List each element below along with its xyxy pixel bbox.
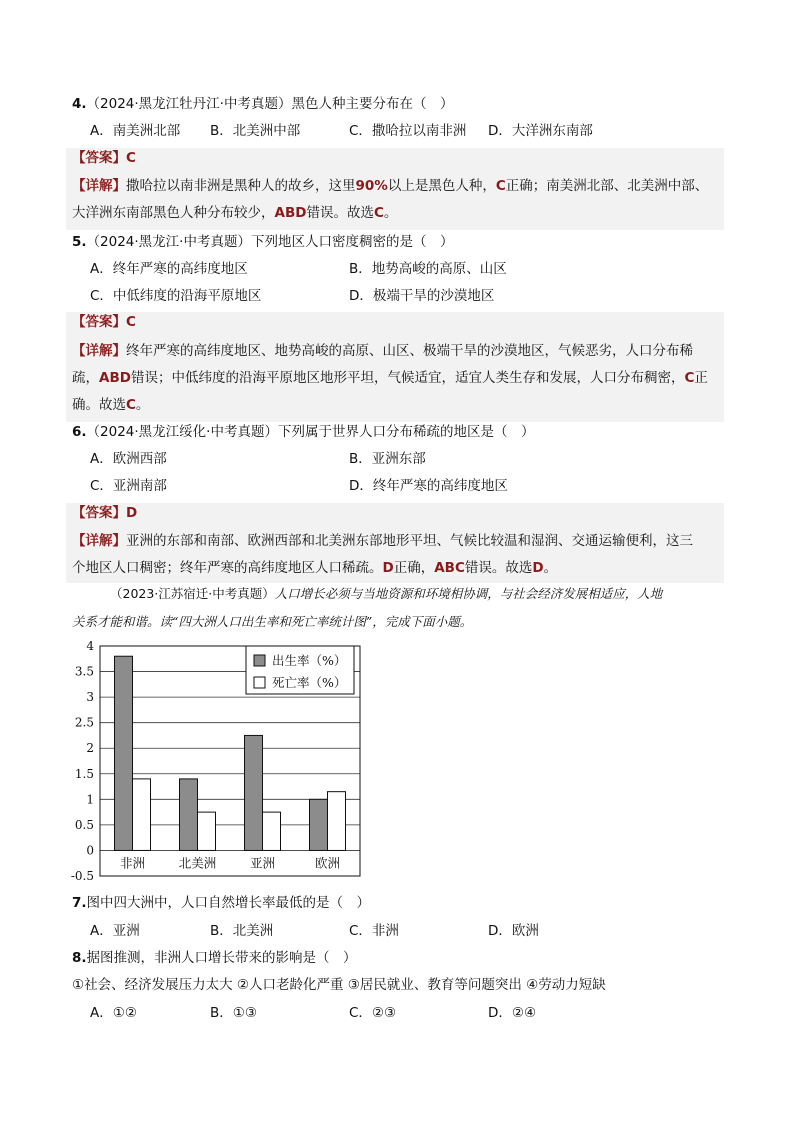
question-6-title — [72, 422, 534, 442]
detail-text: 大洋洲东南部黑色人种分布较少， — [72, 205, 275, 221]
y-tick-label: 1 — [86, 792, 94, 807]
q8-option-d[interactable]: D．②④ — [488, 1005, 537, 1021]
intro-line-2: 关系才能和谐。读“四大洲人口出生率和死亡率统计图”，完成下面小题。 — [72, 614, 473, 629]
legend-label: 死亡率（%） — [272, 675, 347, 690]
detail-line-2 — [72, 368, 708, 388]
q8-option-c[interactable]: C．②③ — [349, 1005, 397, 1021]
legend-swatch — [254, 655, 265, 666]
question-number: 4. — [72, 96, 87, 112]
detail-text: 亚洲的东部和南部、欧洲西部和北美洲东部地形平坦、气候比较温和湿润、交通运输便利，这三 — [126, 533, 693, 549]
legend-swatch — [254, 677, 265, 688]
question-stem: 据图推测，非洲人口增长带来的影响是（ ） — [86, 950, 357, 966]
question-4-title — [72, 94, 453, 114]
category-label: 欧洲 — [314, 855, 341, 871]
bar-birth — [180, 779, 198, 851]
answer-tag: 【答案】 — [72, 505, 126, 521]
detail-text: 终年严寒的高纬度地区、地势高峻的高原、山区、极端干旱的沙漠地区，气候恶劣，人口分布稀 — [126, 343, 693, 359]
bar-birth — [245, 735, 263, 850]
detail-text: 正确；南美洲北部、北美洲中部、 — [505, 178, 709, 194]
question-5-title — [72, 232, 453, 252]
bar-birth — [115, 656, 133, 850]
detail-highlight: 90% — [355, 178, 388, 194]
detail-text: 以上是黑色人种， — [387, 178, 496, 194]
q6-option-d[interactable]: D．终年严寒的高纬度地区 — [349, 478, 508, 494]
answer-line — [72, 503, 137, 523]
category-label: 非洲 — [119, 855, 146, 871]
question-stem: 黑色人种主要分布在（ ） — [291, 96, 454, 112]
question-source: （2024·黑龙江·中考真题） — [86, 234, 251, 250]
intro-line-1 — [110, 584, 662, 604]
detail-text: 正确， — [393, 560, 435, 576]
y-tick-label: 0.5 — [74, 817, 94, 832]
bar-death — [133, 779, 151, 851]
detail-tag: 【详解】 — [72, 343, 126, 359]
q5-option-a[interactable]: A．终年严寒的高纬度地区 — [90, 261, 248, 277]
question-number: 8. — [72, 950, 87, 966]
y-tick-label: 3 — [86, 690, 94, 705]
category-label: 北美洲 — [178, 855, 217, 871]
answer-value: D — [126, 505, 138, 521]
answer-line — [72, 148, 136, 168]
detail-highlight: ABD — [99, 370, 131, 386]
detail-highlight: C — [126, 397, 136, 413]
question-stem: 下列地区人口密度稠密的是（ ） — [250, 234, 454, 250]
q4-option-c[interactable]: C．撒哈拉以南非洲 — [349, 123, 467, 139]
question-source: （2024·黑龙江牡丹江·中考真题） — [86, 96, 292, 112]
detail-text: 撒哈拉以南非洲是黑种人的故乡，这里 — [126, 178, 356, 194]
category-label: 亚洲 — [249, 855, 276, 871]
question-stem: 图中四大洲中，人口自然增长率最低的是（ ） — [86, 895, 371, 911]
detail-text: 。 — [543, 560, 558, 576]
q4-option-b[interactable]: B．北美洲中部 — [210, 123, 301, 139]
bar-death — [198, 812, 216, 850]
question-number: 7. — [72, 895, 87, 911]
bar-death — [263, 812, 281, 850]
detail-text: 错误；中低纬度的沿海平原地区地形平坦，气候适宜，适宜人类生存和发展，人口分布稠密， — [130, 370, 685, 386]
detail-text: 错误。故选 — [306, 205, 374, 221]
detail-highlight: ABD — [274, 205, 307, 221]
answer-line — [72, 312, 136, 332]
question-number: 5. — [72, 234, 87, 250]
q4-option-a[interactable]: A．南美洲北部 — [90, 123, 181, 139]
detail-line-2 — [72, 558, 557, 578]
y-tick-label: 2 — [86, 741, 94, 756]
y-tick-label: -0.5 — [70, 869, 94, 882]
answer-value: C — [126, 150, 136, 166]
detail-text: 正 — [694, 370, 708, 386]
detail-text: 个地区人口稠密；终年严寒的高纬度地区人口稀疏。 — [72, 560, 383, 576]
detail-highlight: D — [382, 560, 394, 576]
detail-tag: 【详解】 — [72, 178, 126, 194]
y-tick-label: 1.5 — [74, 766, 94, 781]
q4-option-d[interactable]: D．大洋洲东南部 — [488, 123, 593, 139]
detail-highlight: C — [684, 370, 695, 386]
q6-option-b[interactable]: B．亚洲东部 — [349, 451, 426, 467]
question-8-title — [72, 948, 357, 968]
birth-death-rate-chart — [60, 632, 370, 882]
detail-highlight: ABC — [434, 560, 465, 576]
q7-option-d[interactable]: D．欧洲 — [488, 923, 539, 939]
detail-text: 确。故选 — [72, 397, 126, 413]
detail-line-1 — [72, 531, 693, 551]
q5-option-c[interactable]: C．中低纬度的沿海平原地区 — [90, 288, 262, 304]
q7-option-b[interactable]: B．北美洲 — [210, 923, 274, 939]
detail-line-2 — [72, 203, 397, 223]
answer-tag: 【答案】 — [72, 314, 126, 330]
question-7-title — [72, 893, 370, 913]
answer-value: C — [126, 314, 136, 330]
y-tick-label: 4 — [86, 639, 94, 653]
y-tick-label: 3.5 — [74, 664, 94, 679]
detail-text: 。 — [135, 397, 150, 413]
detail-text: 。 — [383, 205, 398, 221]
q8-statements: ①社会、经济发展压力太大 ②人口老龄化严重 ③居民就业、教育等问题突出 ④劳动力短缺 — [72, 977, 606, 993]
detail-line-1 — [72, 341, 693, 361]
detail-text: 疏， — [72, 370, 99, 386]
q5-answer-block — [66, 312, 724, 422]
bar-death — [328, 792, 346, 851]
q7-option-c[interactable]: C．非洲 — [349, 923, 399, 939]
detail-highlight: D — [532, 560, 544, 576]
q8-option-a[interactable]: A．①② — [90, 1005, 137, 1021]
y-tick-label: 2.5 — [74, 715, 94, 730]
bar-birth — [310, 799, 328, 850]
q8-option-b[interactable]: B．①③ — [210, 1005, 257, 1021]
detail-highlight: C — [373, 205, 384, 221]
q7-option-a[interactable]: A．亚洲 — [90, 923, 140, 939]
q4-answer-block — [66, 148, 724, 230]
intro-source: （2023·江苏宿迁·中考真题） — [110, 586, 275, 601]
legend-label: 出生率（%） — [272, 653, 347, 668]
answer-tag: 【答案】 — [72, 150, 126, 166]
question-number: 6. — [72, 424, 87, 440]
q6-answer-block — [66, 503, 724, 583]
q5-option-b[interactable]: B．地势高峻的高原、山区 — [349, 261, 507, 277]
detail-text: 错误。故选 — [464, 560, 533, 576]
q5-option-d[interactable]: D．极端干旱的沙漠地区 — [349, 288, 495, 304]
detail-line-3 — [72, 395, 149, 415]
q6-option-a[interactable]: A．欧洲西部 — [90, 451, 167, 467]
question-source: （2024·黑龙江绥化·中考真题） — [86, 424, 278, 440]
detail-line-1 — [72, 176, 708, 196]
intro-text: 人口增长必须与当地资源和环境相协调，与社会经济发展相适应，人地 — [274, 586, 663, 601]
q6-option-c[interactable]: C．亚洲南部 — [90, 478, 167, 494]
y-tick-label: 0 — [86, 843, 94, 858]
detail-highlight: C — [495, 178, 506, 194]
detail-tag: 【详解】 — [72, 533, 126, 549]
question-stem: 下列属于世界人口分布稀疏的地区是（ ） — [277, 424, 535, 440]
